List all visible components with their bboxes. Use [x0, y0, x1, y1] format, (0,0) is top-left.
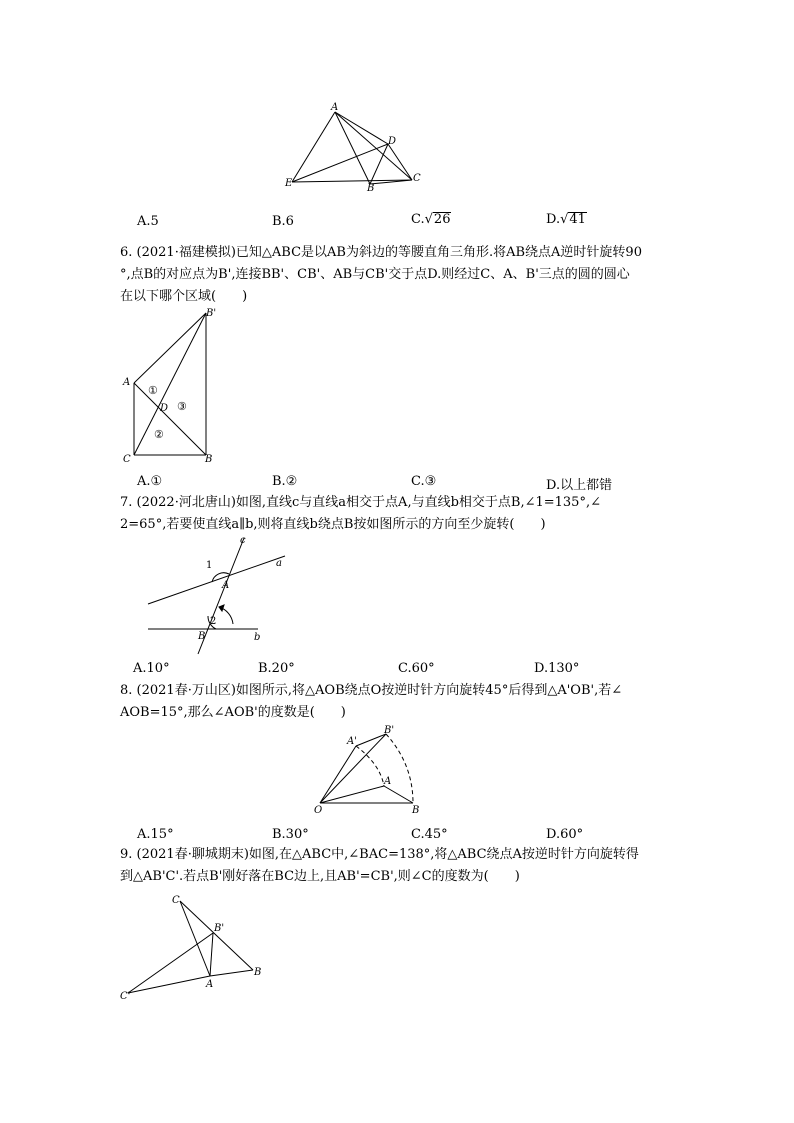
q5-option-d[interactable]: D.√41 [546, 212, 586, 227]
q8-line-2: AOB=15°,那么∠AOB'的度数是( ) [120, 705, 346, 720]
q6-line-2: °,点B的对应点为B',连接BB'、CB'、AB与CB'交于点D.则经过C、A、B'三点的圆的圆心 [120, 267, 630, 282]
q9-label-b1: B' [214, 923, 225, 934]
q7-option-d[interactable]: D.130° [534, 661, 580, 676]
q8-option-b[interactable]: B.30° [272, 827, 309, 842]
q7-figure [140, 532, 300, 657]
q6-label-b: B [205, 454, 213, 465]
q9-stem [120, 844, 680, 888]
q7-label-c: c [240, 535, 246, 546]
q5-label-c: C [413, 173, 421, 184]
q6-label-a: A [123, 377, 131, 388]
q6-option-a[interactable]: A.① [137, 474, 163, 489]
q5-figure [280, 100, 430, 195]
q8-line-1: 8. (2021春·万山区)如图所示,将△AOB绕点O按逆时针方向旋转45°后得到△A'OB',若∠ [120, 683, 623, 698]
q7-stem [120, 492, 680, 536]
q9-line-2: 到△AB'C'.若点B'刚好落在BC边上,且AB'=CB',则∠C的度数为( ) [120, 869, 520, 884]
q8-option-a[interactable]: A.15° [137, 827, 174, 842]
q5-label-d: D [388, 136, 397, 147]
q7-label-a-line: a [276, 558, 282, 569]
q9-label-c1: C' [120, 991, 131, 1002]
q7-label-a-point: A [222, 580, 230, 591]
q7-option-a[interactable]: A.10° [133, 661, 170, 676]
q6-region-1: ① [148, 384, 158, 397]
q5-option-c[interactable]: C.√26 [411, 212, 451, 227]
q7-option-c[interactable]: C.60° [398, 661, 435, 676]
q6-line-1: 6. (2021·福建模拟)已知△ABC是以AB为斜边的等腰直角三角形.将AB绕点A逆时针旋转90 [120, 245, 642, 260]
q9-figure [118, 893, 268, 1003]
q7-label-angle-1: 1 [206, 560, 213, 571]
q6-option-b[interactable]: B.② [272, 474, 298, 489]
q8-label-o: O [314, 805, 323, 816]
q5-option-b[interactable]: B.6 [272, 214, 294, 229]
q6-label-b1: B' [206, 308, 217, 319]
q8-label-a1: A' [347, 736, 357, 747]
q6-label-c: C [123, 454, 131, 465]
q8-option-d[interactable]: D.60° [546, 827, 584, 842]
q7-line-1: 7. (2022·河北唐山)如图,直线c与直线a相交于点A,与直线b相交于点B,∠1=135°,∠ [120, 495, 601, 510]
q5-label-b: B [367, 183, 375, 194]
q9-line-1: 9. (2021春·聊城期末)如图,在△ABC中,∠BAC=138°,将△ABC绕点A按逆时针方向旋转得 [120, 847, 639, 862]
q5-option-c-radicand: 26 [433, 212, 451, 227]
q6-option-c[interactable]: C.③ [411, 474, 437, 489]
q5-option-d-radicand: 41 [569, 212, 586, 227]
q5-label-e: E [285, 178, 293, 189]
q6-option-d[interactable]: D.以上都错 [546, 478, 613, 493]
q8-label-b1: B' [384, 725, 395, 736]
q6-stem [120, 242, 680, 308]
q6-region-2: ② [154, 428, 164, 441]
q8-option-c[interactable]: C.45° [411, 827, 448, 842]
q6-region-3: ③ [177, 400, 187, 413]
q8-label-a: A [384, 776, 392, 787]
q6-label-d: D [160, 403, 169, 414]
q7-option-b[interactable]: B.20° [258, 661, 295, 676]
q9-label-b: B [254, 967, 262, 978]
q8-figure [310, 724, 430, 819]
q5-option-a[interactable]: A.5 [137, 214, 159, 229]
q7-label-b-line: b [254, 632, 261, 643]
q6-figure [118, 305, 218, 465]
q7-label-b-point: B [198, 631, 206, 642]
q8-stem [120, 680, 680, 724]
q6-line-3: 在以下哪个区域( ) [120, 289, 248, 304]
q7-label-angle-2: 2 [210, 616, 217, 627]
q8-label-b: B [412, 805, 420, 816]
q5-label-a: A [331, 102, 339, 113]
q7-line-2: 2=65°,若要使直线a∥b,则将直线b绕点B按如图所示的方向至少旋转( ) [120, 517, 546, 532]
q9-label-a: A [206, 979, 214, 990]
q9-label-c: C [172, 895, 180, 906]
